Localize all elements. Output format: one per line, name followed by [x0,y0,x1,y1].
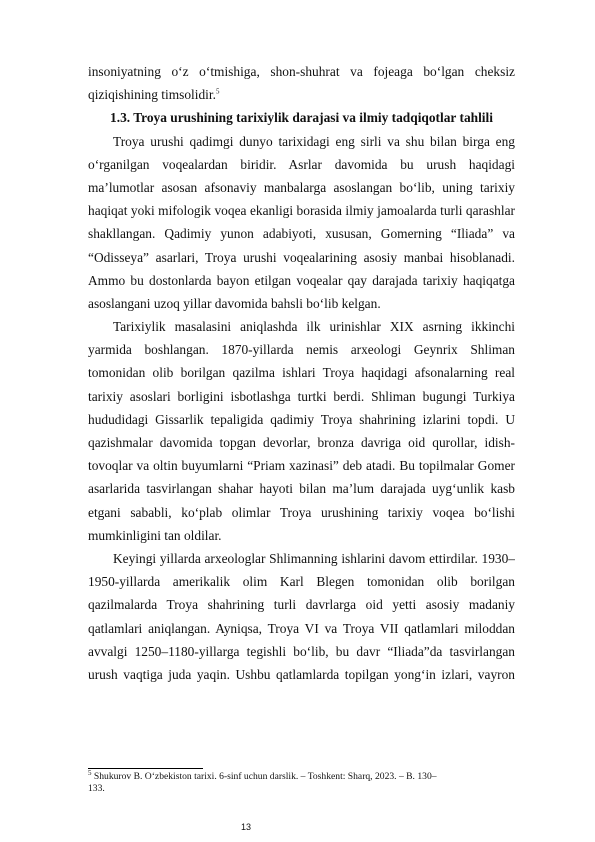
text-line: Keyingi yillarda arxeologlar Shlimanning ishlarini davom ettirdilar. 1930– [113,551,515,566]
text-line [88,83,515,106]
text-line: tarixiy asoslari borligini isbotlashga turtki berdi. Shliman bugungi Turkiya [88,388,515,404]
text-line-content: qiziqishining timsolidir. [88,87,216,103]
footnote-text: Shukurov B. O‘zbekiston tarixi. 6-sinf uchun darslik. – Toshkent: Sharq, 2023. – B. 130– [93,771,437,782]
text-line: urush vaqtiga juda yaqin. Ushbu qatlamlarda topilgan yong‘in izlari, vayron [88,666,515,682]
text-line: qatlamlari aniqlangan. Ayniqsa, Troya VI va Troya VII qatlamlari miloddan [88,620,515,636]
footnote-number: 5 [88,768,92,777]
text-line: yarmida boshlangan. 1870-yillarda nemis arxeologi Geynrix Shliman [88,342,515,358]
text-line: o‘rganilgan voqealardan biridir. Asrlar davomida bu urush haqidagi [88,156,515,172]
text-line: Ammo bu dostonlarda bayon etilgan voqealar qay darajada tarixiy haqiqatga [88,272,515,288]
section-heading: 1.3. Troya urushining tarixiylik darajasi va ilmiy tadqiqotlar tahlili [110,110,493,126]
text-line: tomonidan olib borilgan qazilma ishlari Troya haqidagi afsonalarning real [88,365,515,381]
text-line: shakllangan. Qadimiy yunon adabiyoti, xususan, Gomerning “Iliada” va [88,226,515,242]
page-number: 13 [241,822,252,832]
text-line: qazishmalar davomida topgan devorlar, bronza davriga oid qurollar, idish- [88,435,515,451]
page-body [88,60,515,686]
text-line: haqiqat yoki mifologik voqea ekanligi borasida ilmiy jamoalarda turli qarashlar [88,203,515,219]
text-line: 1950-yillarda amerikalik olim Karl Blegen tomonidan olib borilgan [88,574,515,590]
footnote [88,768,528,795]
text-line: hududidagi Gissarlik tepaligida qadimiy Troya shahrining izlarini topdi. U [88,411,515,427]
footnote-line [88,768,528,783]
text-line: asoslangani uzoq yillar davomida bahsli bo‘lib kelgan. [88,295,381,311]
footnote-ref[interactable]: 5 [215,87,220,96]
text-line: asarlarida tasvirlangan shahar hayoti bilan ma’lum darajada uyg‘unlik kasb [88,481,515,497]
text-line: mumkinligini tan oldilar. [88,527,222,543]
footnote-divider [88,768,203,769]
text-line: etgani sababli, ko‘plab olimlar Troya urushining tarixiy voqea bo‘lishi [88,504,515,520]
text-line: “Odisseya” asarlari, Troya urushi voqealarining asosiy manbai hisoblanadi. [88,249,515,265]
text-line: insoniyatning o‘z o‘tmishiga, shon-shuhrat va fojeaga bo‘lgan cheksiz [88,64,515,79]
text-line: Troya urushi qadimgi dunyo tarixidagi eng sirli va shu bilan birga eng [113,133,515,149]
text-line: ma’lumotlar asosan afsonaviy manbalarga asoslangan bo‘lib, uning tarixiy [88,179,515,195]
footnote-line: 133. [88,783,105,794]
text-line: Tarixiylik masalasini aniqlashda ilk urinishlar XIX asrning ikkinchi [113,319,515,335]
text-line: avvalgi 1250–1180-yillarga tegishli bo‘lib, bu davr “Iliada”da tasvirlangan [88,643,515,659]
text-line: qazilmalarda Troya shahrining turli davrlarga oid yetti asosiy madaniy [88,597,515,613]
text-line: tovoqlar va oltin buyumlarni “Priam xazinasi” deb atadi. Bu topilmalar Gomer [88,458,515,474]
